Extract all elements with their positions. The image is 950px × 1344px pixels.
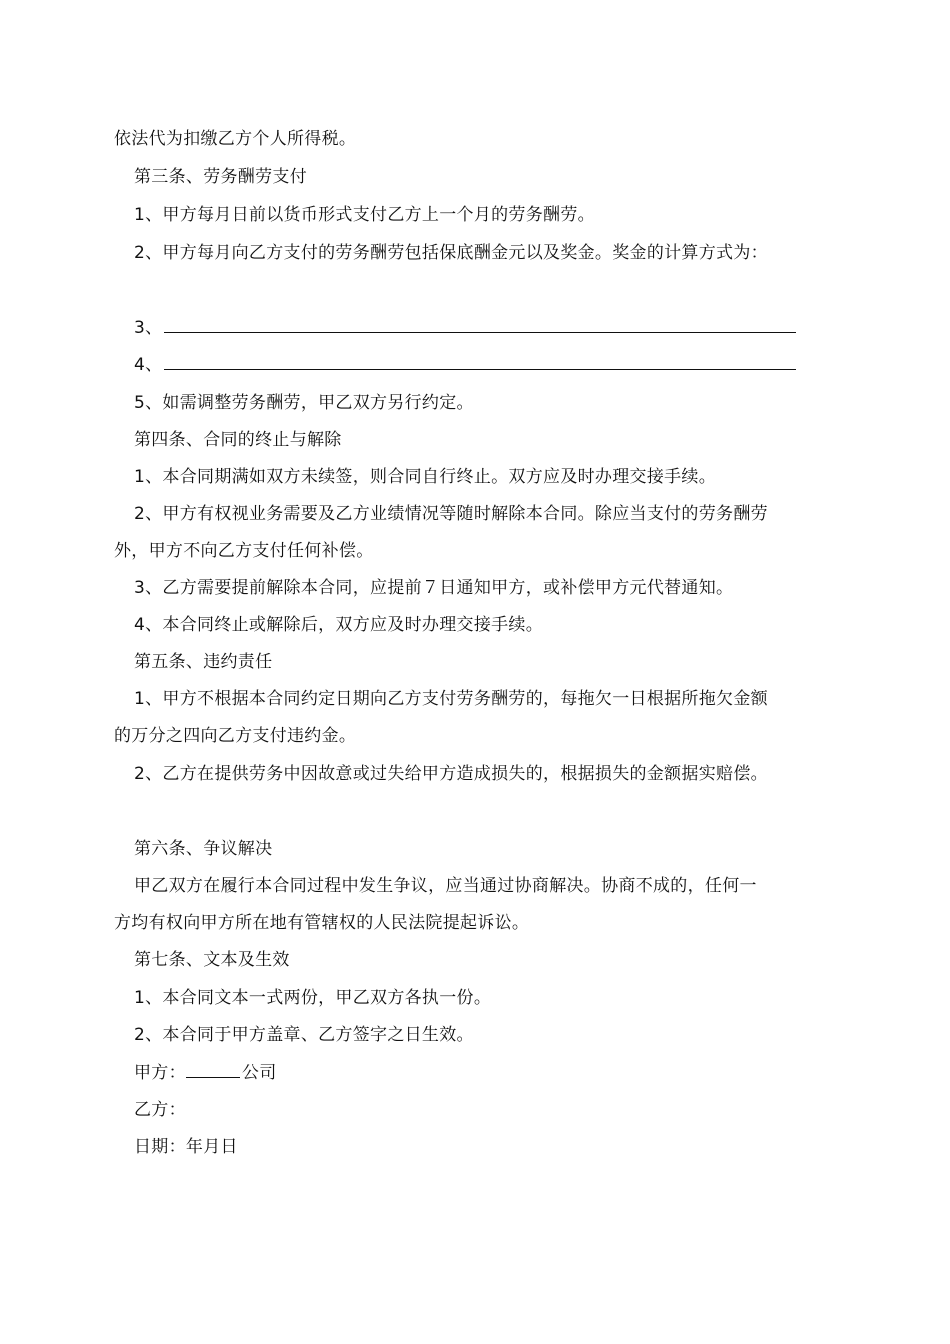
clause-4-2-continued: 外，甲方不向乙方支付任何补偿。 [114,541,374,561]
clause-3-1: 1、甲方每月日前以货币形式支付乙方上一个月的劳务酬劳。 [134,205,595,225]
clause-5-2: 2、乙方在提供劳务中因故意或过失给甲方造成损失的，根据损失的金额据实赔偿。 [134,764,768,784]
clause-4-4: 4、本合同终止或解除后，双方应及时办理交接手续。 [134,615,544,635]
section-heading-article-7: 第七条、文本及生效 [134,950,290,970]
date-line: 日期：年月日 [134,1137,238,1157]
dispute-resolution-paragraph: 甲乙双方在履行本合同过程中发生争议，应当通过协商解决。协商不成的，任何一 [134,876,757,896]
clause-7-2: 2、本合同于甲方盖章、乙方签字之日生效。 [134,1025,474,1045]
party-a-label: 甲方： [134,1063,186,1083]
dispute-resolution-continued: 方均有权向甲方所在地有管辖权的人民法院提起诉讼。 [114,913,530,933]
clause-3-4-number: 4、 [134,355,163,375]
paragraph-tax-withholding: 依法代为扣缴乙方个人所得税。 [114,129,357,149]
clause-5-1-continued: 的万分之四向乙方支付违约金。 [114,726,357,746]
clause-4-3: 3、乙方需要提前解除本合同，应提前７日通知甲方，或补偿甲方元代替通知。 [134,578,734,598]
clause-4-2: 2、甲方有权视业务需要及乙方业绩情况等随时解除本合同。除应当支付的劳务酬劳 [134,504,768,524]
clause-3-2: 2、甲方每月向乙方支付的劳务酬劳包括保底酬金元以及奖金。奖金的计算方式为： [134,243,768,263]
clause-7-1: 1、本合同文本一式两份，甲乙双方各执一份。 [134,988,492,1008]
party-a-company-suffix: 公司 [241,1063,277,1083]
clause-3-3-number: 3、 [134,318,163,338]
clause-3-3 [134,316,796,340]
section-heading-article-5: 第五条、违约责任 [134,652,273,672]
company-name-blank [186,1061,240,1078]
clause-4-1: 1、本合同期满如双方未续签，则合同自行终止。双方应及时办理交接手续。 [134,467,717,487]
clause-3-5: 5、如需调整劳务酬劳，甲乙双方另行约定。 [134,393,474,413]
party-b-signature-line: 乙方： [134,1100,186,1120]
party-a-signature-line [134,1061,277,1085]
fill-in-blank-line [164,316,796,333]
section-heading-article-4: 第四条、合同的终止与解除 [134,430,342,450]
section-heading-article-6: 第六条、争议解决 [134,839,273,859]
clause-5-1: 1、甲方不根据本合同约定日期向乙方支付劳务酬劳的，每拖欠一日根据所拖欠金额 [134,689,768,709]
fill-in-blank-line [164,353,796,370]
clause-3-4 [134,353,796,377]
section-heading-article-3: 第三条、劳务酬劳支付 [134,167,307,187]
